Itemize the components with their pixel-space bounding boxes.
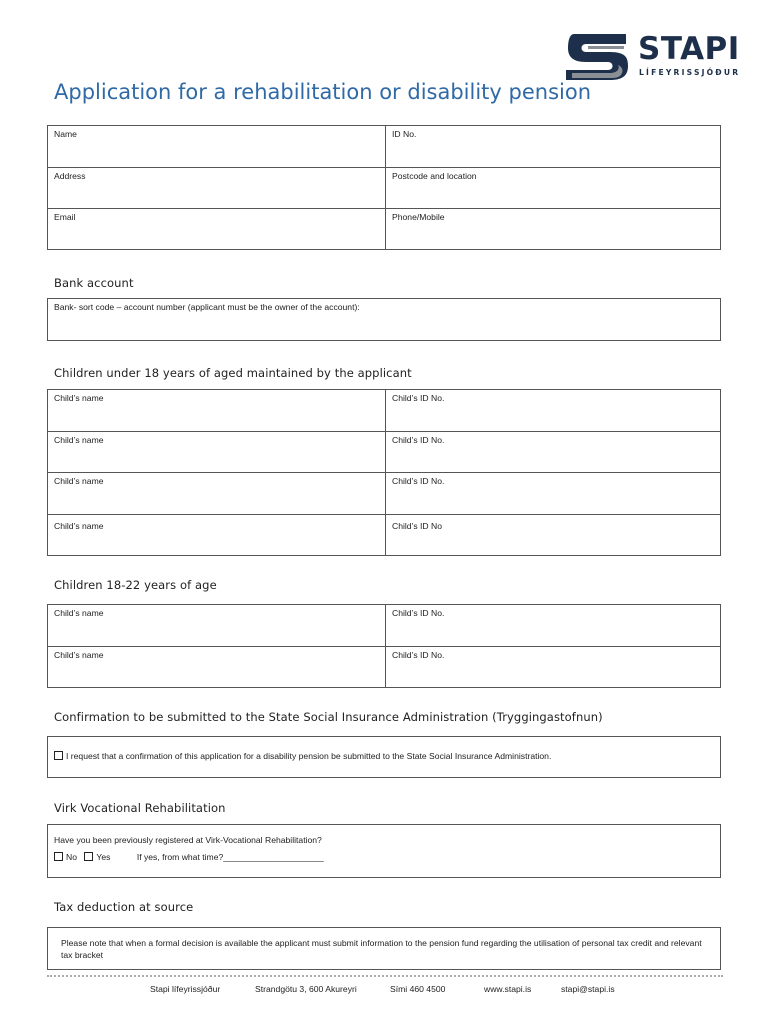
child-id-field[interactable]	[386, 605, 720, 646]
confirmation-checkbox[interactable]	[54, 751, 63, 760]
child-name-label: Child’s name	[54, 608, 104, 618]
table-row	[48, 168, 720, 209]
virk-cell	[48, 825, 720, 865]
child-name-field[interactable]	[48, 605, 386, 646]
bank-account-label: Bank- sort code – account number (applicant must be the owner of the account):	[54, 302, 360, 312]
bank-account-cell	[48, 299, 720, 315]
table-row	[48, 647, 720, 687]
virk-from-when-field[interactable]: If yes, from what time?_____________________	[136, 852, 324, 862]
child-name-field[interactable]	[48, 390, 386, 431]
child-id-field[interactable]	[386, 473, 720, 514]
footer-address: Strandgötu 3, 600 Akureyri	[255, 984, 357, 994]
children-under-18-heading: Children under 18 years of aged maintained by the applicant	[54, 366, 412, 380]
stapi-logo	[566, 31, 741, 82]
child-name-label: Child’s name	[54, 521, 104, 531]
children-18-22-heading: Children 18-22 years of age	[54, 578, 217, 592]
child-name-field[interactable]	[48, 473, 386, 514]
virk-no-checkbox[interactable]	[54, 852, 63, 861]
email-label: Email	[54, 212, 76, 222]
virk-box	[47, 824, 721, 878]
child-name-label: Child’s name	[54, 476, 104, 486]
applicant-info-table	[47, 125, 721, 250]
table-row	[48, 473, 720, 515]
confirmation-cell	[48, 737, 720, 764]
child-id-field[interactable]	[386, 515, 720, 555]
virk-heading: Virk Vocational Rehabilitation	[54, 801, 226, 815]
child-id-field[interactable]	[386, 647, 720, 687]
child-name-label: Child’s name	[54, 393, 104, 403]
child-id-label: Child’s ID No.	[392, 435, 445, 445]
child-name-label: Child’s name	[54, 650, 104, 660]
child-name-field[interactable]	[48, 515, 386, 555]
children-18-22-table	[47, 604, 721, 688]
address-field[interactable]	[48, 168, 386, 208]
postcode-label: Postcode and location	[392, 171, 477, 181]
stapi-emblem-icon	[566, 32, 628, 82]
name-label: Name	[54, 129, 77, 139]
virk-yes-checkbox[interactable]	[84, 852, 93, 861]
logo-subtitle: LÍFEYRISSJÓÐUR	[639, 68, 741, 77]
footer-email-link[interactable]: stapi@stapi.is	[561, 984, 615, 994]
bank-account-field[interactable]	[47, 298, 721, 341]
confirmation-box	[47, 736, 721, 778]
table-row	[48, 126, 720, 168]
virk-question: Have you been previously registered at Virk-Vocational Rehabilitation?	[54, 835, 322, 845]
table-row	[48, 390, 720, 432]
children-under-18-table	[47, 389, 721, 556]
child-id-label: Child’s ID No.	[392, 476, 445, 486]
page-title: Application for a rehabilitation or disability pension	[54, 80, 592, 104]
footer-org: Stapi lífeyrissjóður	[150, 984, 221, 994]
child-id-field[interactable]	[386, 390, 720, 431]
child-name-field[interactable]	[48, 432, 386, 472]
tax-box	[47, 927, 721, 970]
phone-label: Phone/Mobile	[392, 212, 445, 222]
child-id-field[interactable]	[386, 432, 720, 472]
table-row	[48, 515, 720, 555]
confirmation-heading: Confirmation to be submitted to the State Social Insurance Administration (Tryggingastofnun)	[54, 710, 603, 724]
phone-field[interactable]	[386, 209, 720, 249]
table-row	[48, 432, 720, 473]
footer-divider	[47, 975, 723, 977]
postcode-field[interactable]	[386, 168, 720, 208]
address-label: Address	[54, 171, 86, 181]
virk-no-label: No	[66, 852, 77, 862]
tax-note: Please note that when a formal decision is available the applicant must submit information to the pension fund regarding the utilisation of personal tax credit and relevant tax bracket	[61, 938, 702, 960]
email-field[interactable]	[48, 209, 386, 249]
child-name-label: Child’s name	[54, 435, 104, 445]
table-row	[48, 209, 720, 249]
child-name-field[interactable]	[48, 647, 386, 687]
confirmation-label: I request that a confirmation of this application for a disability pension be submitted to the State Social Insurance Administration.	[66, 751, 552, 761]
child-id-label: Child’s ID No.	[392, 393, 445, 403]
bank-heading: Bank account	[54, 276, 134, 290]
child-id-label: Child’s ID No.	[392, 650, 445, 660]
id-field[interactable]	[386, 126, 720, 167]
virk-options	[54, 852, 714, 862]
id-label: ID No.	[392, 129, 417, 139]
footer-web-link[interactable]: www.stapi.is	[484, 984, 532, 994]
footer-phone: Sími 460 4500	[390, 984, 446, 994]
virk-yes-label: Yes	[96, 852, 111, 862]
name-field[interactable]	[48, 126, 386, 167]
logo-wordmark: STAPI	[638, 31, 740, 67]
table-row	[48, 605, 720, 647]
tax-heading: Tax deduction at source	[54, 900, 194, 914]
tax-cell	[48, 928, 720, 961]
child-id-label: Child’s ID No	[392, 521, 442, 531]
child-id-label: Child’s ID No.	[392, 608, 445, 618]
